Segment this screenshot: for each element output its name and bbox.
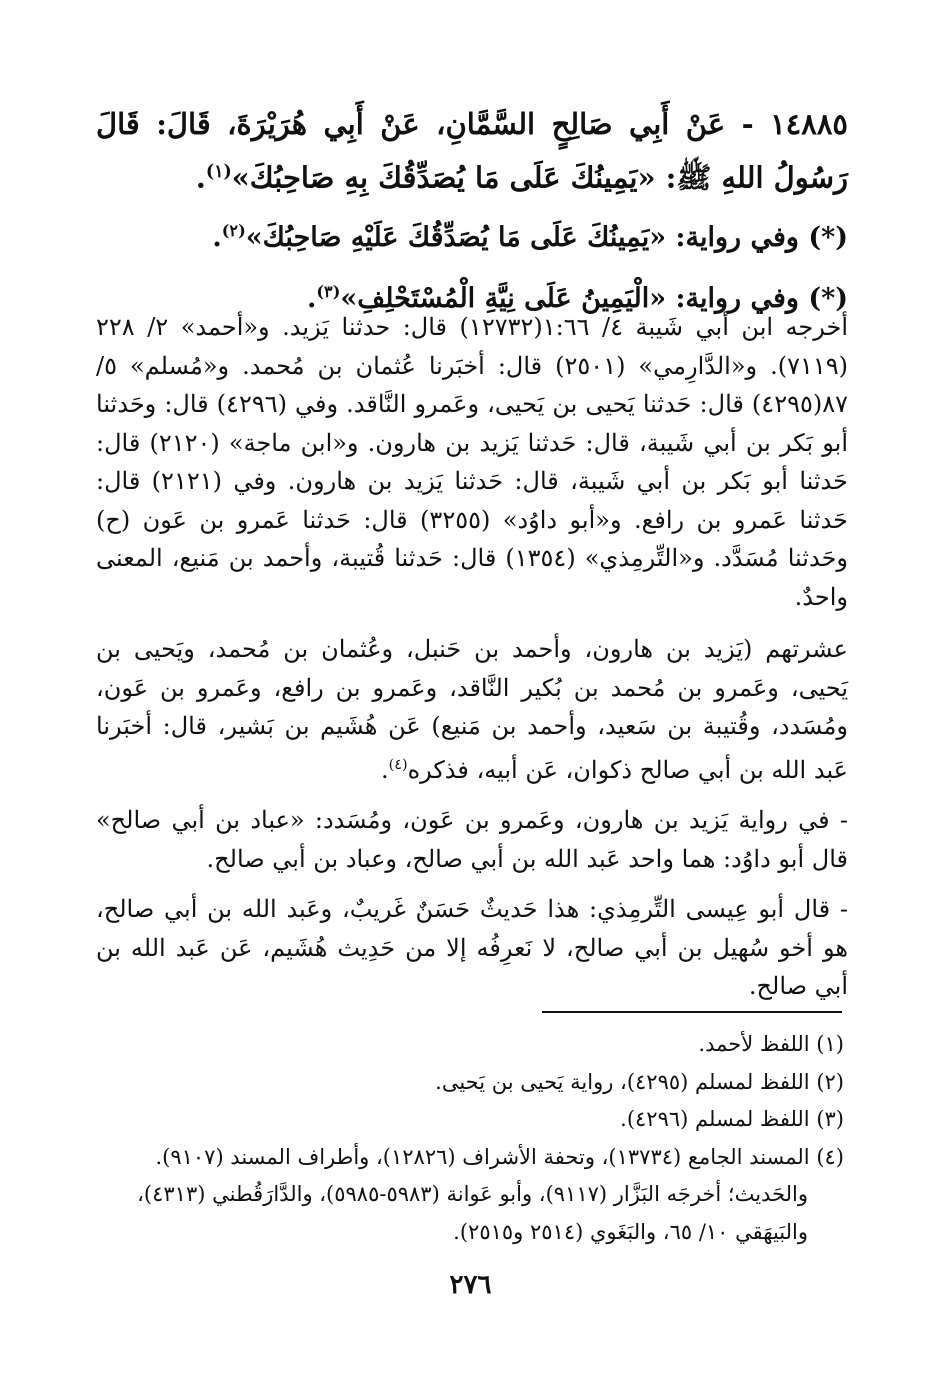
page-number: ٢٧٦: [449, 1270, 492, 1300]
takhrij-paragraph-2-end: .: [380, 755, 389, 784]
takhrij-paragraph-3: - في رواية يَزيد بن هارون، وعَمرو بن عَون، ومُسَدد: «عباد بن أبي صالح» قال أبو داوُد: هما واحد عَبد الله بن أبي صالح، وعباد بن أبي صالح.: [96, 806, 848, 873]
footnote-ref-3: (٣): [316, 281, 341, 301]
riwaya-1: [96, 206, 848, 263]
footnote-2: (٢) اللفظ لمسلم (٤٢٩٥)، رواية يَحيى بن يَحيى.: [435, 1069, 844, 1094]
footnote-ref-1: (١): [205, 162, 232, 182]
hadith-block: [96, 100, 848, 324]
footnote-4-continuation-1: والحَديث؛ أخرجَه البَزَّار (٩١١٧)، وأبو عَوانة (٥٩٨٣-٥٩٨٥)، والدَّارَقُطني (٤٣١٣)،: [137, 1182, 808, 1206]
takhrij-paragraph-2-text: عشرتهم (يَزيد بن هارون، وأحمد بن حَنبل، وعُثمان بن مُحمد، ويَحيى بن يَحيى، وعَمرو بن مُحمد بن بُكير النَّاقد، وعَمرو بن رافع، وعَمرو بن عَون، ومُسَدد، وقُتيبة بن سَعيد، وأحمد بن مَنيع) عَن هُشَيم بن بَشير، قال: أخبَرنا عَبد الله بن أبي صالح ذكوان، عَن أبيه، فذكره: [96, 635, 848, 784]
footnote-1: (١) اللفظ لأحمد.: [698, 1032, 844, 1056]
footnote-ref-4: (٤): [388, 756, 408, 773]
hadith-main-text: [96, 100, 848, 202]
takhrij-paragraph-2: [96, 630, 848, 789]
footnote-divider: [542, 1011, 842, 1013]
riwaya-1-end: .: [212, 221, 222, 253]
footnote-ref-2: (٢): [221, 220, 246, 240]
riwaya-1-text: (*) وفي رواية: «يَمِينُكَ عَلَى مَا يُصَدِّقُكَ عَلَيْهِ صَاحِبُكَ»: [245, 221, 848, 253]
riwaya-2-end: .: [306, 282, 317, 314]
footnote-4-continuation-2: والبَيهَقي ١٠/ ٦٥، والبَغَوي (٢٥١٤ و٢٥١٥).: [453, 1219, 808, 1244]
hadith-main-body: ١٤٨٨٥ - عَنْ أَبِي صَالِحٍ السَّمَّانِ، عَنْ أَبِي هُرَيْرَةَ، قَالَ: قَالَ رَسُولُ اللهِ ﷺ: «يَمِينُكَ عَلَى مَا يُصَدِّقُكَ بِهِ صَاحِبُكَ»: [96, 107, 848, 195]
footnote-3: (٣) اللفظ لمسلم (٤٢٩٦).: [620, 1107, 844, 1131]
footnote-4: (٤) المسند الجامع (١٣٧٣٤)، وتحفة الأشراف (١٢٨٢٦)، وأطراف المسند (٩١٠٧).: [155, 1144, 844, 1169]
riwaya-2-text: (*) وفي رواية: «الْيَمِينُ عَلَى نِيَّةِ الْمُسْتَحْلِفِ»: [340, 282, 848, 314]
footnotes: [120, 1026, 844, 1251]
takhrij-section: [96, 308, 848, 1018]
takhrij-paragraph-4: - قال أبو عِيسى التِّرمِذي: هذا حَديثٌ حَسَنٌ غَريبٌ، وعَبد الله بن أبي صالح، هو أخو سُهيل بن أبي صالح، لا نَعرِفُه إلا من حَدِيث هُشَيم، عَن عَبد الله بن أبي صالح.: [96, 895, 848, 1000]
takhrij-paragraph-1: أخرجه ابن أبي شَيبة ٤/ ١:٦٦(١٢٧٣٢) قال: حدثنا يَزيد. و«أحمد» ٢/ ٢٢٨ (٧١١٩). و«الدَّارِمي» (٢٥٠١) قال: أخبَرنا عُثمان بن مُحمد. و«مُسلم» ٥/ ٨٧(٤٢٩٥) قال: حَدثنا يَحيى بن يَحيى، وعَمرو النَّاقد. وفي (٤٢٩٦) قال: وحَدثنا أبو بَكر بن أبي شَيبة، قال: حَدثنا يَزيد بن هارون. و«ابن ماجة» (٢١٢٠) قال: حَدثنا أبو بَكر بن أبي شَيبة، قال: حَدثنا يَزيد بن هارون. وفي (٢١٢١) قال: حَدثنا عَمرو بن رافع. و«أبو داوُد» (٣٢٥٥) قال: حَدثنا عَمرو بن عَون (ح) وحَدثنا مُسَدَّد. و«التِّرمِذي» (١٣٥٤) قال: حَدثنا قُتيبة، وأحمد بن مَنيع، المعنى واحدٌ.: [96, 313, 849, 611]
hadith-main-end: .: [195, 160, 206, 195]
